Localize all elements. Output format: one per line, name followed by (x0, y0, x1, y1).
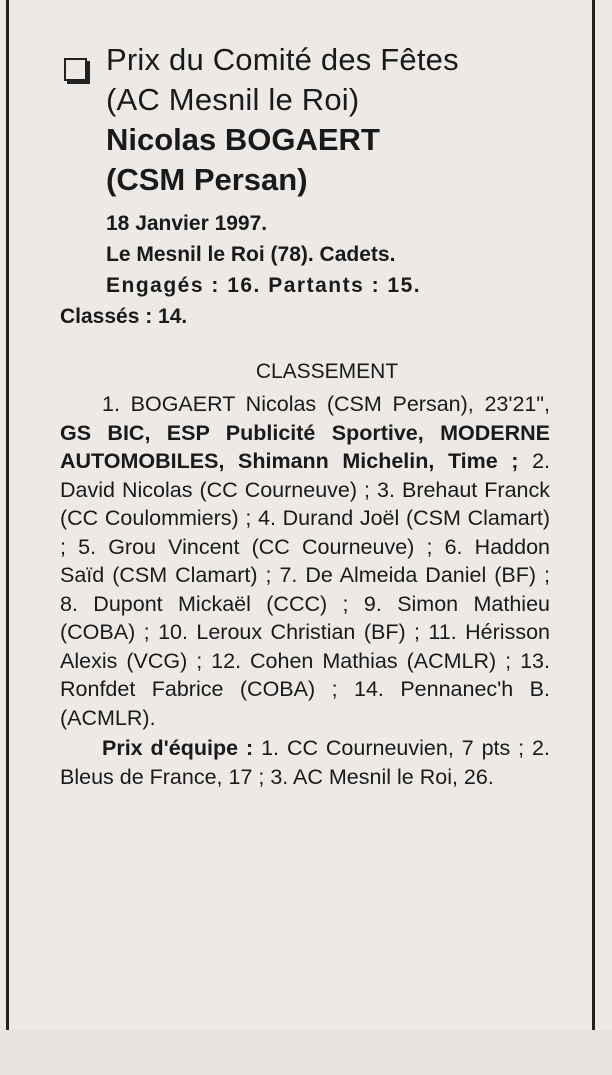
race-title-line2: (AC Mesnil le Roi) (106, 82, 360, 117)
first-result: 1. BOGAERT Nicolas (CSM Persan), 23'21", (102, 392, 550, 416)
race-place: Le Mesnil le Roi (78). Cadets. (106, 243, 396, 266)
race-info (60, 208, 550, 332)
results-text (60, 390, 550, 791)
remaining-results: 2. David Nicolas (CC Courneuve) ; 3. Brehaut Franck (CC Coulommiers) ; 4. Durand Joël (CSM Clamart) ; 5. Grou Vincent (CC Courneuve) ; 6. Haddon Saïd (CSM Clamart) ; 7. De Almeida Daniel (BF) ; 8. Dupont Mickaël (CCC) ; 9. Simon Mathieu (COBA) ; 10. Leroux Christian (BF) ; 11. Hérisson Alexis (VCG) ; 12. Cohen Mathias (ACMLR) ; 13. Ronfdet Fabrice (COBA) ; 14. Pennanec'h B. (ACMLR). (60, 449, 550, 730)
winner-name: Nicolas BOGAERT (106, 122, 380, 157)
article-header (60, 40, 550, 200)
section-title-classement: CLASSEMENT (255, 360, 399, 383)
race-counts: Engagés : 16. Partants : 15. (106, 274, 422, 297)
team-prize-label: Prix d'équipe : (102, 736, 254, 760)
team-prize-paragraph (60, 734, 550, 791)
winner-club: (CSM Persan) (106, 162, 308, 197)
column-rule-left (6, 0, 9, 1030)
race-classified: Classés : 14. (60, 305, 188, 328)
race-article (60, 40, 550, 791)
team-prize-text: 1. CC Courneuvien, 7 pts ; 2. Bleus de France, 17 ; 3. AC Mesnil le Roi, 26. (60, 736, 550, 789)
results-paragraph (60, 390, 550, 732)
race-title-line1: Prix du Comité des Fêtes (106, 42, 459, 77)
checkbox-bullet-icon (64, 58, 87, 81)
sponsors-text: GS BIC, ESP Publicité Sportive, MODERNE AUTOMOBILES, Shimann Michelin, Time ; (60, 420, 550, 473)
page-margin-bottom (0, 1030, 612, 1075)
race-date: 18 Janvier 1997. (106, 212, 268, 235)
column-rule-right (592, 0, 595, 1030)
